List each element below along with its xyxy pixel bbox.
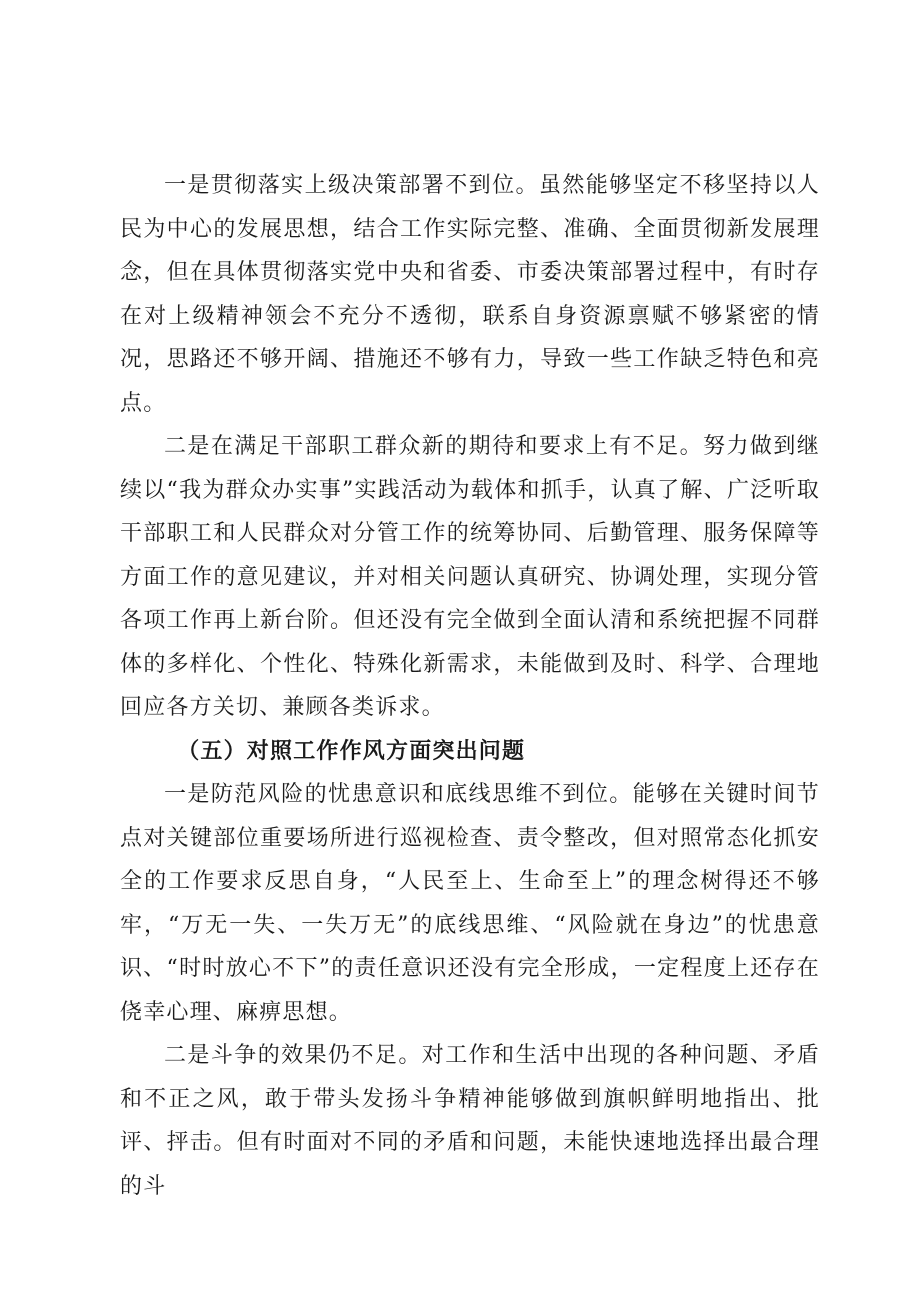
paragraph-risk-awareness: 一是防范风险的忧患意识和底线思维不到位。能够在关键时间节点对关键部位重要场所进行巡视检查、责令整改，但对照常态化抓安全的工作要求反思自身，“人民至上、生命至上”的理念树得还不够牢，“万无一失、一失万无”的底线思维、“风险就在身边”的忧患意识、“时时放心不下”的责任意识还没有完全形成，一定程度上还存在侥幸心理、麻痹思想。 [120,782,820,1025]
document-body [120,164,820,1208]
paragraph-decision-implementation: 一是贯彻落实上级决策部署不到位。虽然能够坚定不移坚持以人民为中心的发展思想，结合工作实际完整、准确、全面贯彻新发展理念，但在具体贯彻落实党中央和省委、市委决策部署过程中，有时存在对上级精神领会不充分不透彻，联系自身资源禀赋不够紧密的情况，思路还不够开阔、措施还不够有力，导致一些工作缺乏特色和亮点。 [120,173,820,416]
section-heading-work-style: （五）对照工作作风方面突出问题 [177,737,526,764]
paragraph-meeting-expectations: 二是在满足干部职工群众新的期待和要求上有不足。努力做到继续以“我为群众办实事”实践活动为载体和抓手，认真了解、广泛听取干部职工和人民群众对分管工作的统筹协同、后勤管理、服务保障等方面工作的意见建议，并对相关问题认真研究、协调处理，实现分管各项工作再上新台阶。但还没有完全做到全面认清和系统把握不同群体的多样化、个性化、特殊化新需求，未能做到及时、科学、合理地回应各方关切、兼顾各类诉求。 [120,434,820,720]
paragraph-struggle-effect: 二是斗争的效果仍不足。对工作和生活中出现的各种问题、矛盾和不正之风，敢于带头发扬斗争精神能够做到旗帜鲜明地指出、批评、抨击。但有时面对不同的矛盾和问题，未能快速地选择出最合理的斗 [120,1043,820,1199]
